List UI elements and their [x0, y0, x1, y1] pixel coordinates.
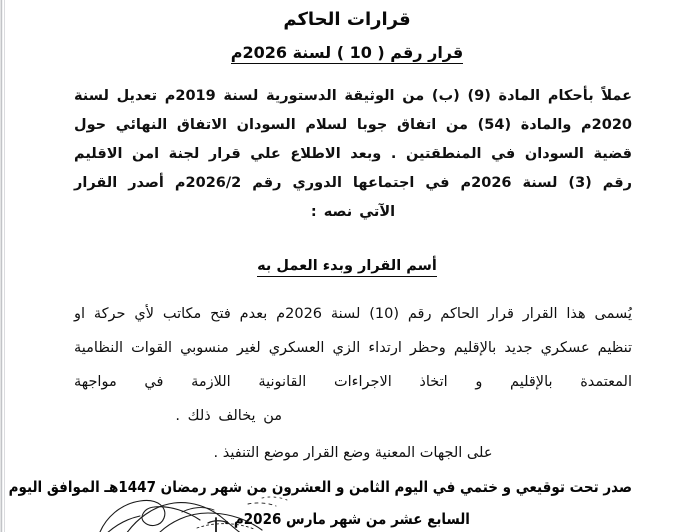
- body-paragraph: [74, 297, 632, 433]
- preamble-closing-text: الآتي نصه :: [310, 204, 396, 220]
- issuance-line-gregorian: السابع عشر من شهر مارس 2026م .: [224, 510, 470, 529]
- body-text: يُسمى هذا القرار قرار الحاكم رقم (10) لسنة 2026م بعدم فتح مكاتب لأي حركة او تنظيم عسكري جديد بالإقليم وحظر ارتداء الزي العسكري لغير منسوبي القوات النظامية المعتمدة بالإقليم و اتخاذ الاجراءات القانونية اللازمة في مواجهة: [74, 306, 632, 390]
- section-heading-text: أسم القرار وبدء العمل به: [257, 258, 437, 277]
- issuance-block: [8, 473, 632, 531]
- page-title: قرارات الحاكم: [283, 9, 411, 30]
- body-closing-text: من يخالف ذلك .: [175, 408, 282, 424]
- issuance-line-hijri: صدر تحت توقيعي و ختمي في اليوم الثامن و العشرون من شهر رمضان 1447هـ الموافق اليوم: [8, 478, 632, 497]
- section-heading: [0, 258, 694, 274]
- preamble-text: عملاً بأحكام المادة (9) (ب) من الوثيقة الدستورية لسنة 2019م تعديل لسنة 2020م والمادة (54) من اتفاق جوبا لسلام السودان الاتفاق النهائي حول قضية السودان في المنطقتين . وبعد الاطلاع علي قرار لجنة امن الاقليم رقم (3) لسنة 2026م في اجتماعها الدوري رقم 2026/2م أصدر القرار: [74, 88, 633, 191]
- preamble-paragraph: [74, 82, 632, 227]
- decree-number-text: قرار رقم ( 10 ) لسنة 2026م: [230, 43, 464, 62]
- enforcement-line: على الجهات المعنية وضع القرار موضع التنفيذ .: [213, 445, 493, 461]
- decree-number-heading: [0, 43, 694, 62]
